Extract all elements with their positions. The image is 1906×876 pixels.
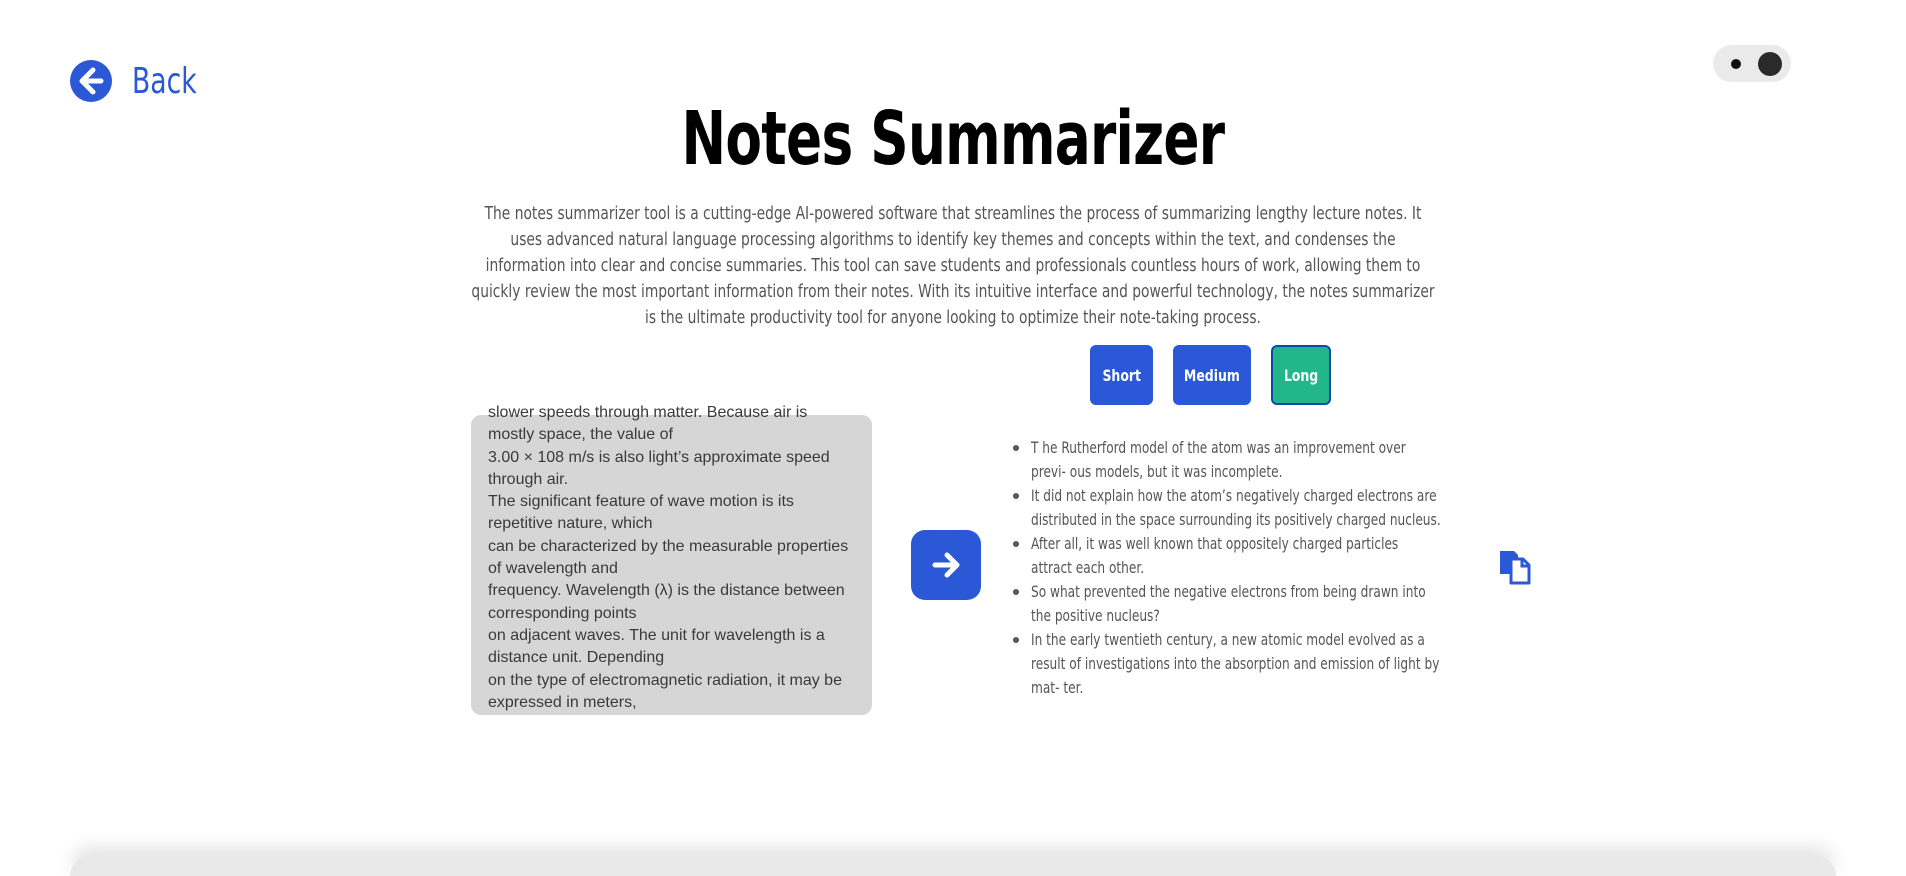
bottom-panel-edge: [70, 856, 1836, 876]
long-label: Long: [1283, 365, 1319, 385]
summary-item: [1012, 628, 1442, 700]
summary-item-text: So what prevented the negative electrons from being drawn into the positive nucleus?: [1031, 582, 1426, 625]
summary-output: [1012, 436, 1442, 700]
page-title-text: Notes Summarizer: [681, 96, 1225, 182]
summary-item-text: After all, it was well known that oppositely charged particles attract each other.: [1031, 534, 1399, 577]
summary-item: [1012, 580, 1442, 628]
summary-item: [1012, 532, 1442, 580]
back-label: Back: [132, 60, 197, 102]
notes-input[interactable]: [471, 404, 872, 715]
summarize-button[interactable]: [911, 530, 981, 600]
summary-item-text: T he Rutherford model of the atom was an improvement over previ- ous models, but it was incomplete.: [1031, 438, 1406, 481]
summary-item: [1012, 484, 1442, 532]
summary-list: [1012, 436, 1442, 700]
copy-icon[interactable]: [1497, 548, 1533, 584]
tool-description-text: The notes summarizer tool is a cutting-edge AI-powered software that streamlines the process of summarizing lengthy lecture notes. It uses advanced natural language processing algorithms to identify key themes and concepts within the text, and condenses the information into clear and concise summaries. This tool can save students and professionals countless hours of work, allowing them to quickly review the most important information from their notes. With its intuitive interface and powerful technology, the notes summarizer is the ultimate productivity tool for anyone looking to optimize their note-taking process.: [471, 204, 1435, 328]
notes-input-text: slower speeds through matter. Because air is mostly space, the value of 3.00 × 108 m/s is also light’s approximate speed through air. The significant feature of wave motion is its repetitive nature, which can be characterized by the measurable properties of wavelength and frequency. Wavelength (λ) is the distance between corresponding points on adjacent waves. The unit for wavelength is a distance unit. Depending on the type of electromagnetic radiation, it may be expressed in meters,: [488, 404, 849, 711]
page-title: [0, 96, 1906, 182]
short-button[interactable]: [1090, 345, 1153, 405]
summary-length-options: [1090, 345, 1331, 405]
summary-item: [1012, 436, 1442, 484]
long-button[interactable]: [1271, 345, 1331, 405]
tool-description: [470, 201, 1436, 331]
theme-toggle[interactable]: [1713, 45, 1791, 82]
arrow-right-icon: [931, 550, 961, 580]
summary-item-text: In the early twentieth century, a new atomic model evolved as a result of investigations into the absorption and emission of light by mat- ter.: [1031, 630, 1440, 697]
toggle-light-dot: [1731, 59, 1741, 69]
summary-item-text: It did not explain how the atom’s negatively charged electrons are distributed in the space surrounding its positively charged nucleus.: [1031, 486, 1441, 529]
toggle-knob: [1758, 52, 1782, 76]
medium-label: Medium: [1184, 365, 1240, 385]
short-label: Short: [1102, 365, 1141, 385]
medium-button[interactable]: [1173, 345, 1251, 405]
